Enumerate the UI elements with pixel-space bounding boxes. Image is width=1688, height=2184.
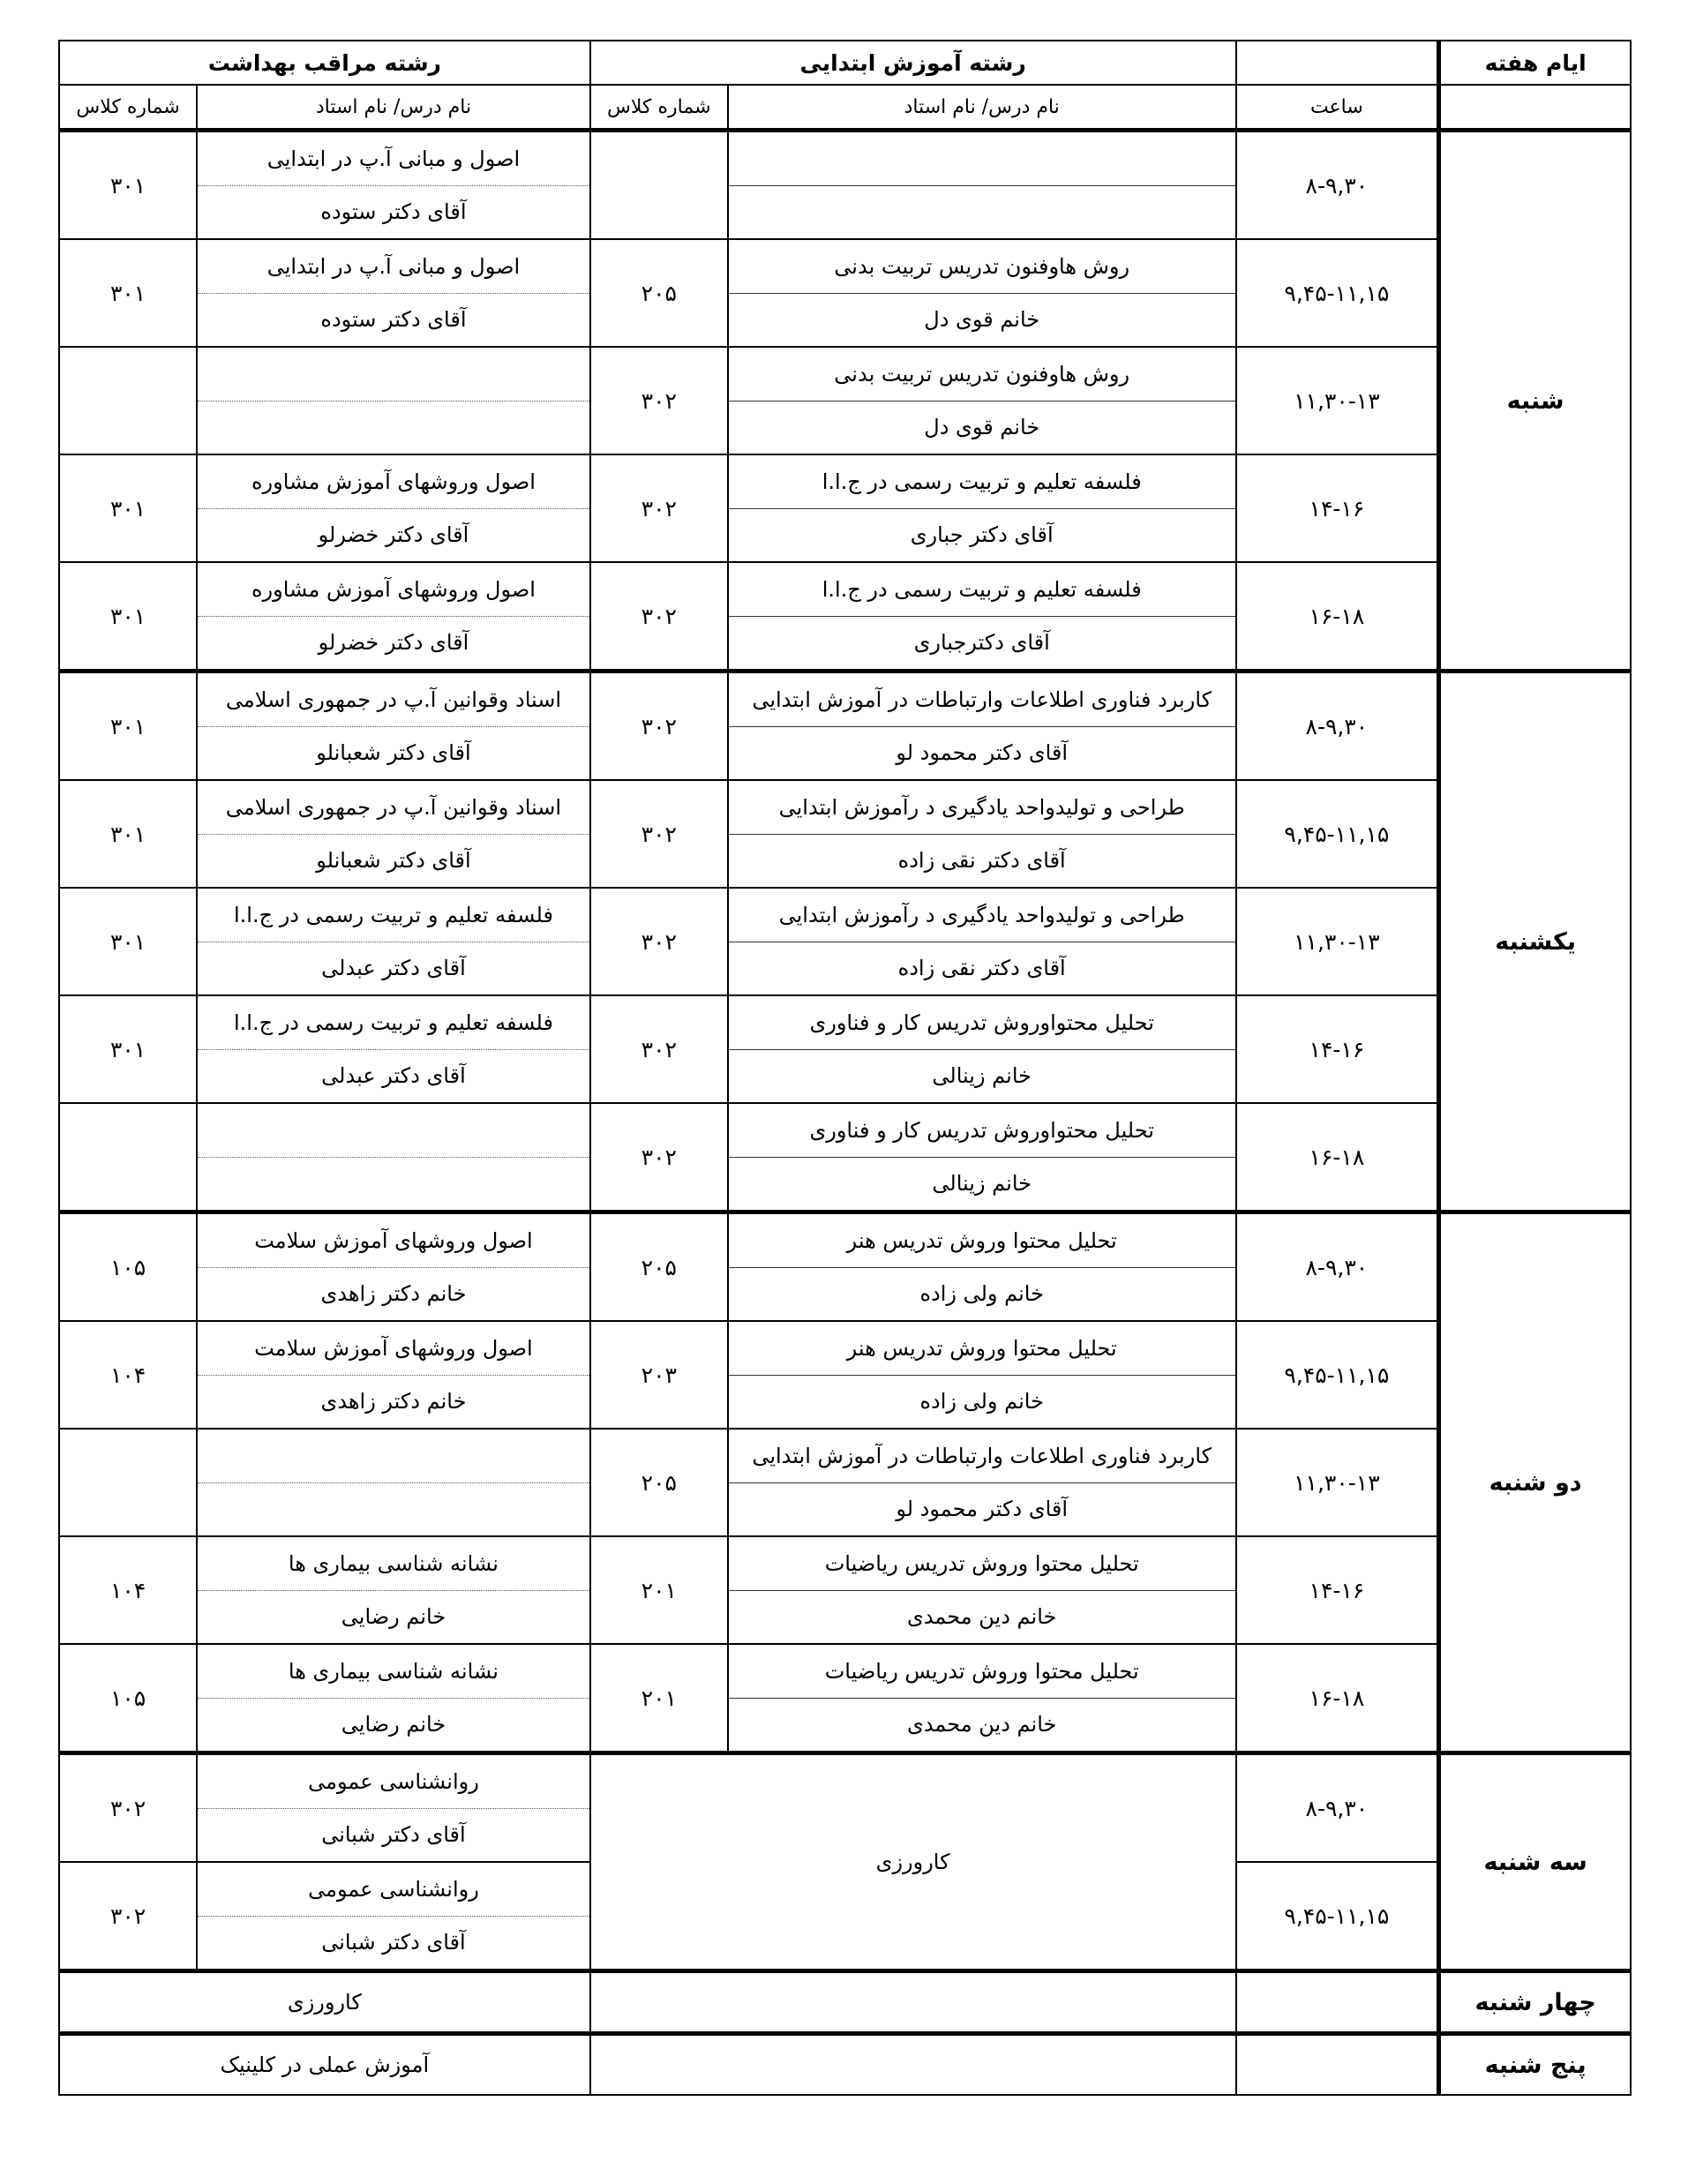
teacher-name: خانم دکتر زاهدی — [320, 1389, 467, 1415]
health-room-cell — [59, 1429, 197, 1536]
course-title: تحلیل محتواوروش تدریس کار و فناوری — [729, 1104, 1235, 1158]
primary-course-cell — [728, 239, 1236, 347]
health-course-cell — [197, 672, 589, 781]
empty-subheader-cell — [1439, 85, 1631, 131]
schedule-table — [58, 40, 1632, 2096]
health-room-cell: ۳۰۲ — [59, 1753, 197, 1863]
primary-course-cell-box — [729, 1537, 1235, 1643]
course-title: تحلیل محتواوروش تدریس کار و فناوری — [729, 996, 1235, 1050]
health-course-cell — [197, 1103, 589, 1212]
primary-program-header: رشته آموزش ابتدایی — [590, 41, 1236, 85]
health-room-cell: ۱۰۴ — [59, 1536, 197, 1644]
health-course-cell-box — [198, 1645, 589, 1751]
course-title: فلسفه تعلیم و تربیت رسمی در ج.ا.ا — [729, 563, 1235, 617]
health-room-cell — [59, 1103, 197, 1212]
teacher-name: آقای دکترجباری — [913, 630, 1050, 656]
primary-room-cell: ۳۰۲ — [590, 562, 728, 672]
teacher-name: آقای دکتر جباری — [910, 522, 1054, 548]
health-course-cell-box — [198, 1214, 589, 1320]
time-cell: ۸-۹,۳۰ — [1236, 1753, 1439, 1863]
health-room-cell: ۳۰۱ — [59, 131, 197, 240]
primary-room-cell: ۲۰۵ — [590, 1212, 728, 1322]
course-title: فلسفه تعلیم و تربیت رسمی در ج.ا.ا — [198, 996, 589, 1050]
health-course-cell — [197, 1862, 589, 1971]
teacher-name: آقای دکتر محمود لو — [896, 740, 1069, 766]
teacher-name: آقای دکتر نقی زاده — [897, 956, 1066, 981]
course-title: کاربرد فناوری اطلاعات وارتباطات در آموزش ابتدایی — [729, 1430, 1235, 1483]
health-course-cell-box — [198, 1322, 589, 1428]
health-room-column-label: شماره کلاس — [59, 85, 197, 131]
course-title — [198, 1430, 589, 1483]
course-title: اصول و مبانی آ.پ در ابتدایی — [198, 240, 589, 294]
course-title: اصول و مبانی آ.پ در ابتدایی — [198, 132, 589, 186]
primary-room-cell: ۲۰۱ — [590, 1536, 728, 1644]
primary-course-cell-box — [729, 132, 1235, 238]
primary-course-cell-box — [729, 240, 1235, 346]
day-name: شنبه — [1439, 131, 1631, 672]
primary-room-cell: ۲۰۵ — [590, 239, 728, 347]
slot-row — [59, 347, 1631, 454]
health-course-cell — [197, 562, 589, 672]
primary-room-cell: ۲۰۳ — [590, 1321, 728, 1429]
course-title: روانشناسی عمومی — [198, 1863, 589, 1917]
course-title: روش هاوفنون تدریس تربیت بدنی — [729, 240, 1235, 294]
course-title — [729, 132, 1235, 186]
health-course-cell-box — [198, 996, 589, 1102]
teacher-name: خانم قوی دل — [924, 307, 1040, 333]
slot-row — [59, 1536, 1631, 1644]
primary-course-cell — [728, 1644, 1236, 1753]
time-cell: ۹,۴۵-۱۱,۱۵ — [1236, 1321, 1439, 1429]
time-cell: ۱۱,۳۰-۱۳ — [1236, 347, 1439, 454]
teacher-name: آقای دکتر خضرلو — [318, 630, 469, 656]
subheader-row — [59, 85, 1631, 131]
slot-row — [59, 780, 1631, 888]
health-room-cell: ۳۰۱ — [59, 239, 197, 347]
primary-course-cell-box — [729, 673, 1235, 779]
health-course-cell-box — [198, 1863, 589, 1969]
health-course-cell — [197, 780, 589, 888]
teacher-name: خانم رضایی — [341, 1712, 446, 1737]
primary-course-cell — [728, 995, 1236, 1103]
primary-course-cell — [728, 1321, 1236, 1429]
primary-course-cell-box — [729, 455, 1235, 561]
teacher-name: آقای دکتر شبانی — [321, 1822, 466, 1848]
slot-row — [59, 562, 1631, 672]
health-course-cell — [197, 995, 589, 1103]
schedule-sheet — [58, 40, 1632, 2096]
time-cell: ۹,۴۵-۱۱,۱۵ — [1236, 239, 1439, 347]
time-cell: ۸-۹,۳۰ — [1236, 1212, 1439, 1322]
teacher-name: آقای دکتر ستوده — [320, 307, 467, 333]
slot-row — [59, 131, 1631, 240]
day-name: سه شنبه — [1439, 1753, 1631, 1971]
primary-course-cell — [728, 131, 1236, 240]
days-column-header: ایام هفته — [1439, 41, 1631, 85]
health-course-cell — [197, 454, 589, 562]
teacher-name: آقای دکتر نقی زاده — [897, 848, 1066, 874]
primary-course-column-label: نام درس/ نام استاد — [728, 85, 1236, 131]
primary-course-cell-box — [729, 996, 1235, 1102]
day-name: یکشنبه — [1439, 672, 1631, 1212]
primary-room-cell: ۳۰۲ — [590, 454, 728, 562]
health-course-cell — [197, 1429, 589, 1536]
time-cell: ۸-۹,۳۰ — [1236, 672, 1439, 781]
primary-room-cell: ۳۰۲ — [590, 347, 728, 454]
health-program-header: رشته مراقب بهداشت — [59, 41, 590, 85]
course-title: کاربرد فناوری اطلاعات وارتباطات در آموزش ابتدایی — [729, 673, 1235, 727]
primary-course-cell — [728, 562, 1236, 672]
course-title: اصول وروشهای آموزش مشاوره — [198, 563, 589, 617]
time-cell: ۱۱,۳۰-۱۳ — [1236, 888, 1439, 995]
slot-row — [59, 1644, 1631, 1753]
course-title: فلسفه تعلیم و تربیت رسمی در ج.ا.ا — [198, 889, 589, 942]
course-title: تحلیل محتوا وروش تدریس هنر — [729, 1214, 1235, 1268]
health-course-cell-box — [198, 1537, 589, 1643]
primary-room-cell: ۲۰۵ — [590, 1429, 728, 1536]
course-title: روانشناسی عمومی — [198, 1755, 589, 1809]
course-title: روش هاوفنون تدریس تربیت بدنی — [729, 348, 1235, 402]
course-title: طراحی و تولیدواحد یادگیری د رآموزش ابتدایی — [729, 781, 1235, 835]
teacher-name: آقای دکتر شعبانلو — [316, 848, 471, 874]
time-cell: ۱۱,۳۰-۱۳ — [1236, 1429, 1439, 1536]
health-room-cell: ۱۰۵ — [59, 1212, 197, 1322]
course-title: تحلیل محتوا وروش تدریس ریاضیات — [729, 1645, 1235, 1699]
health-course-cell — [197, 1321, 589, 1429]
slot-row — [59, 1212, 1631, 1322]
health-room-cell: ۳۰۱ — [59, 888, 197, 995]
primary-room-column-label: شماره کلاس — [590, 85, 728, 131]
health-course-cell-box — [198, 1755, 589, 1861]
teacher-name — [198, 1158, 589, 1211]
primary-course-cell — [728, 1429, 1236, 1536]
teacher-name: آقای دکتر عبدلی — [321, 1063, 466, 1089]
primary-course-cell — [728, 1536, 1236, 1644]
health-course-cell-box — [198, 889, 589, 994]
primary-course-cell-box — [729, 348, 1235, 454]
teacher-name: خانم دین محمدی — [907, 1604, 1057, 1630]
course-title: تحلیل محتوا وروش تدریس ریاضیات — [729, 1537, 1235, 1591]
course-title: نشانه شناسی بیماری ها — [198, 1537, 589, 1591]
health-note-cell: کارورزی — [59, 1971, 590, 2034]
teacher-name: آقای دکتر عبدلی — [321, 956, 466, 981]
teacher-name: خانم زینالی — [932, 1171, 1032, 1197]
time-cell: ۸-۹,۳۰ — [1236, 131, 1439, 240]
primary-room-cell — [590, 131, 728, 240]
empty-primary-cell — [590, 2034, 1236, 2096]
teacher-name: آقای دکتر شبانی — [321, 1930, 466, 1955]
teacher-name — [729, 186, 1235, 239]
health-room-cell: ۳۰۱ — [59, 995, 197, 1103]
primary-room-cell: ۳۰۲ — [590, 672, 728, 781]
health-room-cell — [59, 347, 197, 454]
teacher-name: خانم قوی دل — [924, 415, 1040, 440]
health-note-cell: آموزش عملی در کلینیک — [59, 2034, 590, 2096]
header-row — [59, 41, 1631, 85]
primary-course-cell — [728, 347, 1236, 454]
health-course-cell — [197, 1644, 589, 1753]
course-title: تحلیل محتوا وروش تدریس هنر — [729, 1322, 1235, 1376]
teacher-name: خانم ولی زاده — [919, 1281, 1044, 1307]
primary-room-cell: ۲۰۱ — [590, 1644, 728, 1753]
slot-row — [59, 672, 1631, 781]
teacher-name: خانم رضایی — [341, 1604, 446, 1630]
health-course-cell-box — [198, 240, 589, 346]
teacher-name: خانم دکتر زاهدی — [320, 1281, 467, 1307]
course-title: فلسفه تعلیم و تربیت رسمی در ج.ا.ا — [729, 455, 1235, 509]
primary-course-cell-box — [729, 1214, 1235, 1320]
course-title: اصول وروشهای آموزش سلامت — [198, 1322, 589, 1376]
teacher-name: خانم ولی زاده — [919, 1389, 1044, 1415]
teacher-name: آقای دکتر ستوده — [320, 199, 467, 225]
health-course-cell-box — [198, 132, 589, 238]
primary-room-cell: ۳۰۲ — [590, 888, 728, 995]
slot-row — [59, 1321, 1631, 1429]
primary-course-cell-box — [729, 889, 1235, 994]
course-title — [198, 348, 589, 402]
health-room-cell: ۳۰۲ — [59, 1862, 197, 1971]
primary-room-cell: ۳۰۲ — [590, 995, 728, 1103]
time-column-label: ساعت — [1236, 85, 1439, 131]
health-room-cell: ۳۰۱ — [59, 454, 197, 562]
health-course-cell-box — [198, 781, 589, 887]
health-course-cell — [197, 239, 589, 347]
health-course-cell — [197, 1212, 589, 1322]
primary-course-cell — [728, 454, 1236, 562]
thursday-row — [59, 2034, 1631, 2096]
time-cell: ۱۶-۱۸ — [1236, 562, 1439, 672]
health-course-cell-box — [198, 1430, 589, 1535]
course-title: اصول وروشهای آموزش سلامت — [198, 1214, 589, 1268]
teacher-name: خانم دین محمدی — [907, 1712, 1057, 1737]
slot-row — [59, 888, 1631, 995]
course-title: طراحی و تولیدواحد یادگیری د رآموزش ابتدایی — [729, 889, 1235, 942]
primary-course-cell-box — [729, 1430, 1235, 1535]
course-title: اصول وروشهای آموزش مشاوره — [198, 455, 589, 509]
day-name: دو شنبه — [1439, 1212, 1631, 1753]
primary-internship-cell: کارورزی — [590, 1753, 1236, 1971]
empty-time-cell — [1236, 2034, 1439, 2096]
primary-course-cell — [728, 1212, 1236, 1322]
health-course-cell — [197, 347, 589, 454]
primary-room-cell: ۳۰۲ — [590, 780, 728, 888]
health-room-cell: ۳۰۱ — [59, 780, 197, 888]
time-cell: ۱۶-۱۸ — [1236, 1644, 1439, 1753]
slot-row — [59, 239, 1631, 347]
health-course-cell-box — [198, 673, 589, 779]
wednesday-row — [59, 1971, 1631, 2034]
course-title: اسناد وقوانین آ.پ در جمهوری اسلامی — [198, 781, 589, 835]
empty-primary-cell — [590, 1971, 1236, 2034]
health-room-cell: ۳۰۱ — [59, 562, 197, 672]
time-cell: ۱۴-۱۶ — [1236, 1536, 1439, 1644]
health-room-cell: ۱۰۴ — [59, 1321, 197, 1429]
primary-course-cell — [728, 888, 1236, 995]
time-cell: ۱۴-۱۶ — [1236, 995, 1439, 1103]
day-name: پنج شنبه — [1439, 2034, 1631, 2096]
primary-course-cell-box — [729, 781, 1235, 887]
primary-course-cell-box — [729, 1104, 1235, 1210]
teacher-name — [198, 402, 589, 454]
course-title: نشانه شناسی بیماری ها — [198, 1645, 589, 1699]
slot-row — [59, 1753, 1631, 1863]
primary-course-cell-box — [729, 1322, 1235, 1428]
time-cell: ۹,۴۵-۱۱,۱۵ — [1236, 1862, 1439, 1971]
slot-row — [59, 454, 1631, 562]
teacher-name: آقای دکتر محمود لو — [896, 1497, 1069, 1522]
teacher-name: آقای دکتر خضرلو — [318, 522, 469, 548]
time-cell: ۱۶-۱۸ — [1236, 1103, 1439, 1212]
primary-course-cell-box — [729, 1645, 1235, 1751]
health-course-cell — [197, 131, 589, 240]
course-title — [198, 1104, 589, 1158]
empty-time-cell — [1236, 1971, 1439, 2034]
teacher-name: آقای دکتر شعبانلو — [316, 740, 471, 766]
slot-row — [59, 1429, 1631, 1536]
primary-course-cell — [728, 672, 1236, 781]
primary-course-cell — [728, 1103, 1236, 1212]
day-name: چهار شنبه — [1439, 1971, 1631, 2034]
health-course-cell-box — [198, 455, 589, 561]
course-title: اسناد وقوانین آ.پ در جمهوری اسلامی — [198, 673, 589, 727]
slot-row — [59, 1103, 1631, 1212]
health-course-column-label: نام درس/ نام استاد — [197, 85, 589, 131]
health-course-cell — [197, 1753, 589, 1863]
primary-room-cell: ۳۰۲ — [590, 1103, 728, 1212]
teacher-name: خانم زینالی — [932, 1063, 1032, 1089]
empty-header-cell — [1236, 41, 1439, 85]
primary-course-cell-box — [729, 563, 1235, 669]
health-course-cell-box — [198, 563, 589, 669]
health-room-cell: ۳۰۱ — [59, 672, 197, 781]
health-course-cell — [197, 1536, 589, 1644]
time-cell: ۱۴-۱۶ — [1236, 454, 1439, 562]
time-cell: ۹,۴۵-۱۱,۱۵ — [1236, 780, 1439, 888]
teacher-name — [198, 1483, 589, 1536]
health-course-cell-box — [198, 1104, 589, 1210]
health-course-cell — [197, 888, 589, 995]
health-room-cell: ۱۰۵ — [59, 1644, 197, 1753]
health-course-cell-box — [198, 348, 589, 454]
primary-course-cell — [728, 780, 1236, 888]
slot-row — [59, 995, 1631, 1103]
